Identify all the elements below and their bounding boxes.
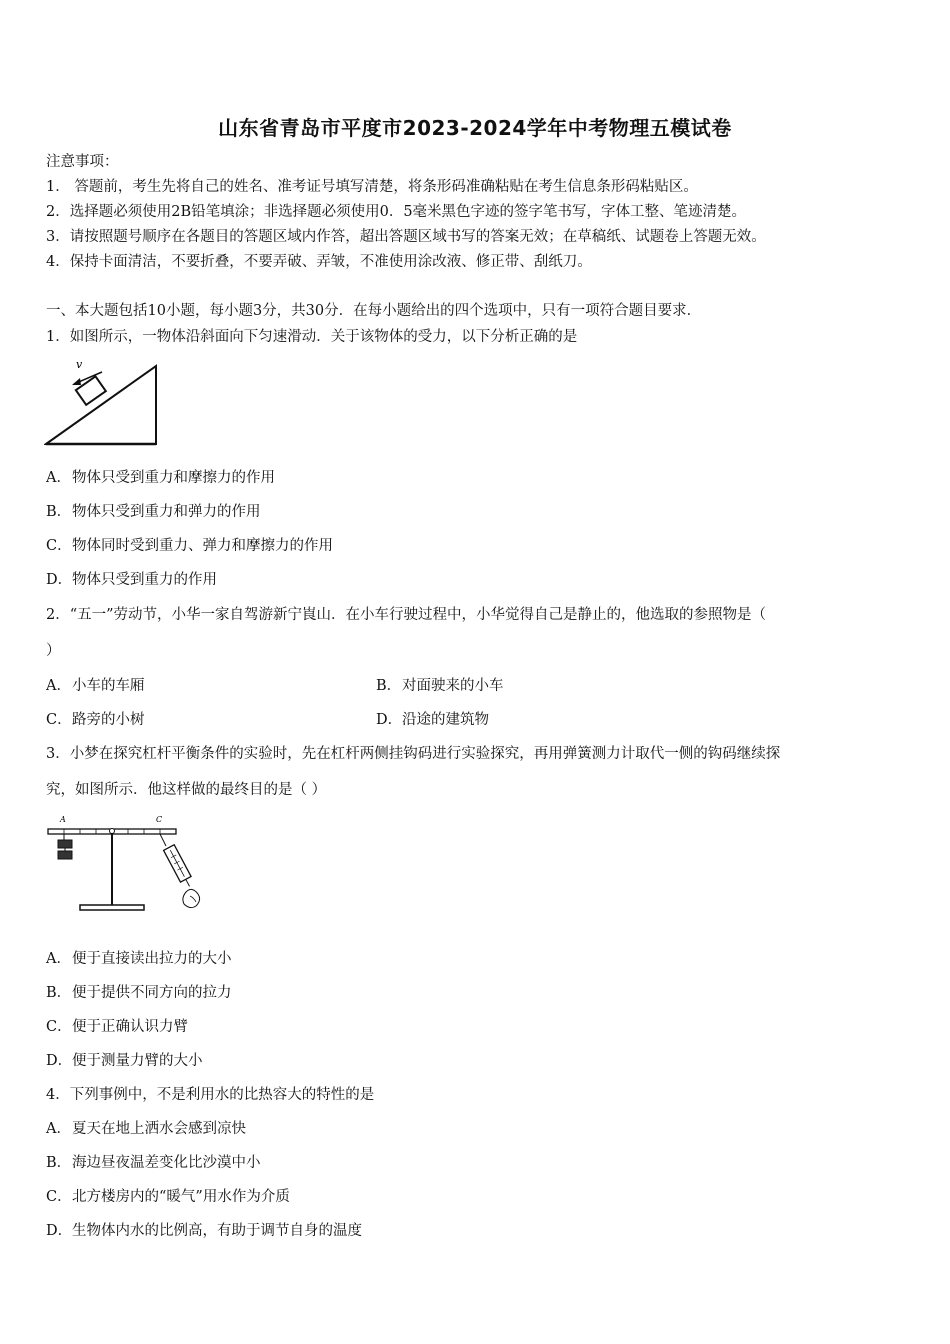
q2-option-c: C．路旁的小树	[46, 712, 145, 728]
q3-option-c: C．便于正确认识力臂	[46, 1019, 188, 1035]
q1-option-d: D．物体只受到重力的作用	[46, 572, 217, 588]
q1-stem: 1．如图所示，一物体沿斜面向下匀速滑动．关于该物体的受力，以下分析正确的是	[46, 329, 578, 345]
q4-stem: 4．下列事例中，不是利用水的比热容大的特性的是	[46, 1087, 375, 1103]
q3-option-a: A．便于直接读出拉力的大小	[46, 951, 232, 967]
pivot	[110, 829, 115, 834]
q2-option-a: A．小车的车厢	[46, 678, 145, 694]
q2-stem-line1: 2．“五一”劳动节，小华一家自驾游新宁崀山．在小车行驶过程中，小华觉得自己是静止的，他选取的参照物是（	[46, 607, 767, 623]
label-a: A	[60, 815, 66, 824]
notice-item: 1． 答题前，考生先将自己的姓名、准考证号填写清楚，将条形码准确粘贴在考生信息条形码粘贴区。	[46, 179, 698, 195]
q3-stem-line1: 3．小梦在探究杠杆平衡条件的实验时，先在杠杆两侧挂钩码进行实验探究，再用弹簧测力计取代一侧的钩码继续探	[46, 746, 781, 762]
q4-option-c: C．北方楼房内的“暖气”用水作为介质	[46, 1189, 290, 1205]
q3-option-d: D．便于测量力臂的大小	[46, 1053, 203, 1069]
stand-base	[80, 905, 144, 910]
incline-figure	[44, 356, 162, 448]
q3-stem-line2: 究，如图所示．他这样做的最终目的是（ ）	[46, 782, 327, 798]
hand	[183, 889, 200, 907]
q4-option-b: B．海边昼夜温差变化比沙漠中小	[46, 1155, 261, 1171]
q1-option-b: B．物体只受到重力和弹力的作用	[46, 504, 261, 520]
q2-stem-line2: ）	[46, 643, 61, 659]
q1-option-a: A．物体只受到重力和摩擦力的作用	[46, 470, 275, 486]
velocity-label: v	[76, 358, 83, 371]
hook-weight	[58, 851, 72, 859]
label-c: C	[156, 815, 163, 824]
notice-item: 3．请按照题号顺序在各题目的答题区域内作答，超出答题区域书写的答案无效；在草稿纸、试题卷上答题无效。	[46, 229, 766, 245]
notice-item: 2．选择题必须使用2B铅笔填涂；非选择题必须使用0．5毫米黑色字迹的签字笔书写，字体工整、笔迹清楚。	[46, 204, 747, 220]
q1-option-c: C．物体同时受到重力、弹力和摩擦力的作用	[46, 538, 333, 554]
q3-option-b: B．便于提供不同方向的拉力	[46, 985, 232, 1001]
q2-option-b: B．对面驶来的小车	[376, 678, 504, 694]
hook-weight	[58, 840, 72, 848]
q4-option-d: D．生物体内水的比例高，有助于调节自身的温度	[46, 1223, 362, 1239]
notice-item: 4．保持卡面清洁，不要折叠，不要弄破、弄皱，不准使用涂改液、修正带、刮纸刀。	[46, 254, 592, 270]
section-heading: 一、本大题包括10小题，每小题3分，共30分．在每小题给出的四个选项中，只有一项符合题目要求．	[46, 303, 702, 319]
page-title: 山东省青岛市平度市2023-2024学年中考物理五模试卷	[218, 116, 732, 140]
q2-option-d: D．沿途的建筑物	[376, 712, 489, 728]
lever-figure	[44, 812, 214, 920]
q4-option-a: A．夏天在地上洒水会感到凉快	[46, 1121, 246, 1137]
notice-heading: 注意事项：	[46, 154, 119, 170]
